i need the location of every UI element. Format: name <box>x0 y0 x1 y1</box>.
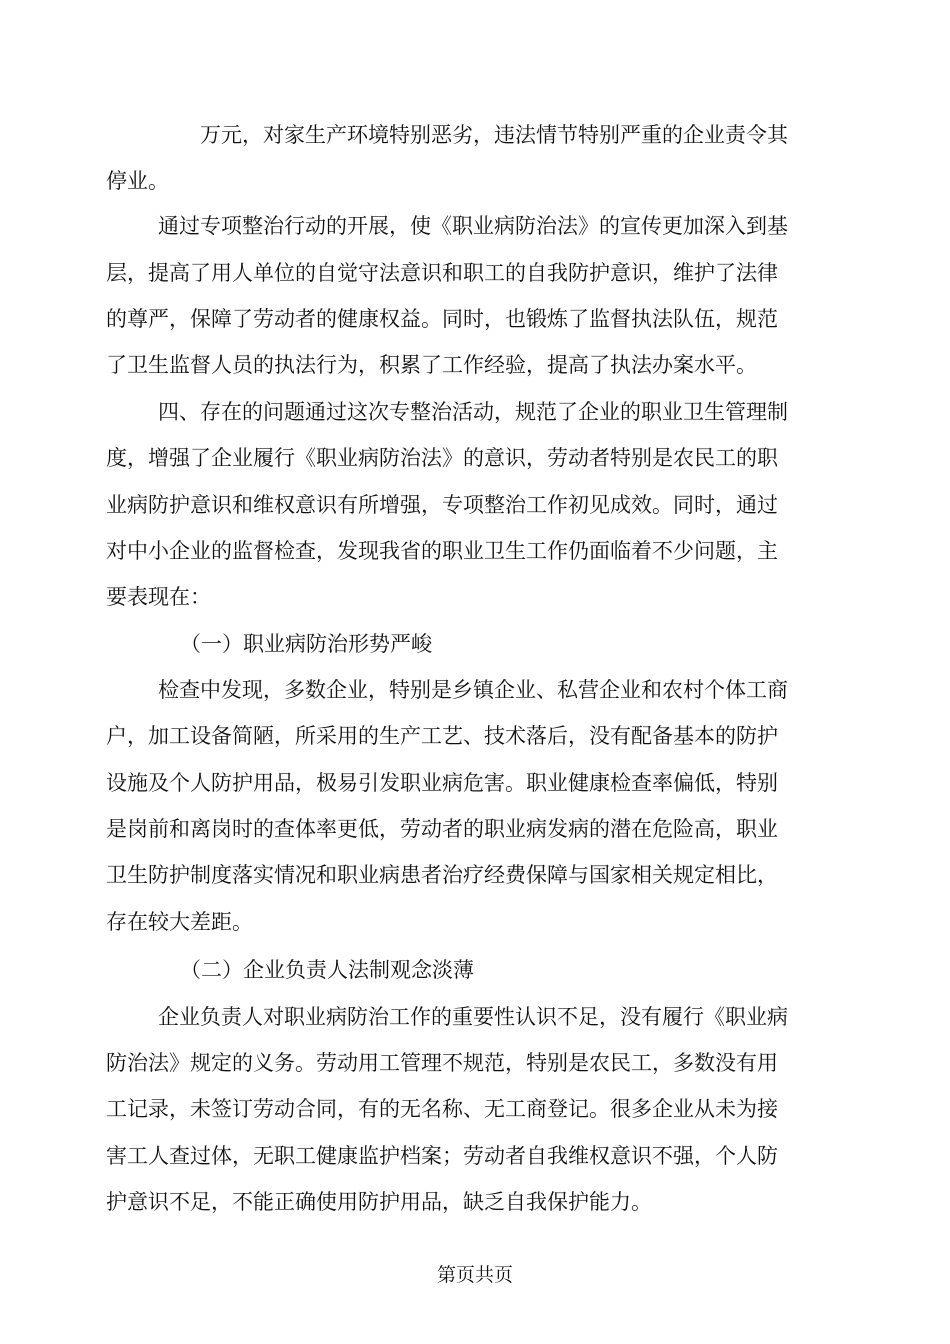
text-line: 万元，对家生产环境特别恶劣，违法情节特别严重的企业责令其 <box>200 123 788 147</box>
section-heading: （二）企业负责人法制观念淡薄 <box>180 958 474 982</box>
text-line: 业病防护意识和维权意识有所增强，专项整治工作初见成效。同时，通过 <box>106 493 778 517</box>
text-line: 户，加工设备简陋，所采用的生产工艺、技术落后，没有配备基本的防护 <box>106 724 778 748</box>
text-line: 护意识不足，不能正确使用防护用品，缺乏自我保护能力。 <box>106 1190 652 1214</box>
text-line: 层，提高了用人单位的自觉守法意识和职工的自我防护意识，维护了法律 <box>106 261 778 285</box>
section-heading: （一）职业病防治形势严峻 <box>180 632 432 656</box>
text-line: 工记录，未签订劳动合同，有的无名称、无工商登记。很多企业从未为接 <box>106 1097 778 1121</box>
text-line: 害工人查过体，无职工健康监护档案；劳动者自我维权意识不强，个人防 <box>106 1144 778 1168</box>
text-line: 要表现在： <box>106 585 211 609</box>
text-line: 四、存在的问题通过这次专整治活动，规范了企业的职业卫生管理制 <box>158 400 788 424</box>
page-footer: 第页共页 <box>436 1264 513 1286</box>
text-line: 检查中发现，多数企业，特别是乡镇企业、私营企业和农村个体工商 <box>158 678 788 702</box>
text-line: 度，增强了企业履行《职业病防治法》的意识，劳动者特别是农民工的职 <box>106 446 778 470</box>
text-line: 停业。 <box>106 169 169 193</box>
text-line: 了卫生监督人员的执法行为，积累了工作经验，提高了执法办案水平。 <box>106 353 757 377</box>
text-line: 的尊严，保障了劳动者的健康权益。同时，也锻炼了监督执法队伍，规范 <box>106 307 778 331</box>
text-line: 设施及个人防护用品，极易引发职业病危害。职业健康检查率偏低，特别 <box>106 771 778 795</box>
text-line: 对中小企业的监督检查，发现我省的职业卫生工作仍面临着不少问题，主 <box>106 539 778 563</box>
text-line: 存在较大差距。 <box>106 910 253 934</box>
text-line: 企业负责人对职业病防治工作的重要性认识不足，没有履行《职业病 <box>158 1005 788 1029</box>
text-line: 通过专项整治行动的开展，使《职业病防治法》的宣传更加深入到基 <box>158 214 788 238</box>
text-line: 卫生防护制度落实情况和职业病患者治疗经费保障与国家相关规定相比， <box>106 863 778 887</box>
text-line: 防治法》规定的义务。劳动用工管理不规范，特别是农民工，多数没有用 <box>106 1051 778 1075</box>
text-line: 是岗前和离岗时的查体率更低，劳动者的职业病发病的潜在危险高，职业 <box>106 817 778 841</box>
